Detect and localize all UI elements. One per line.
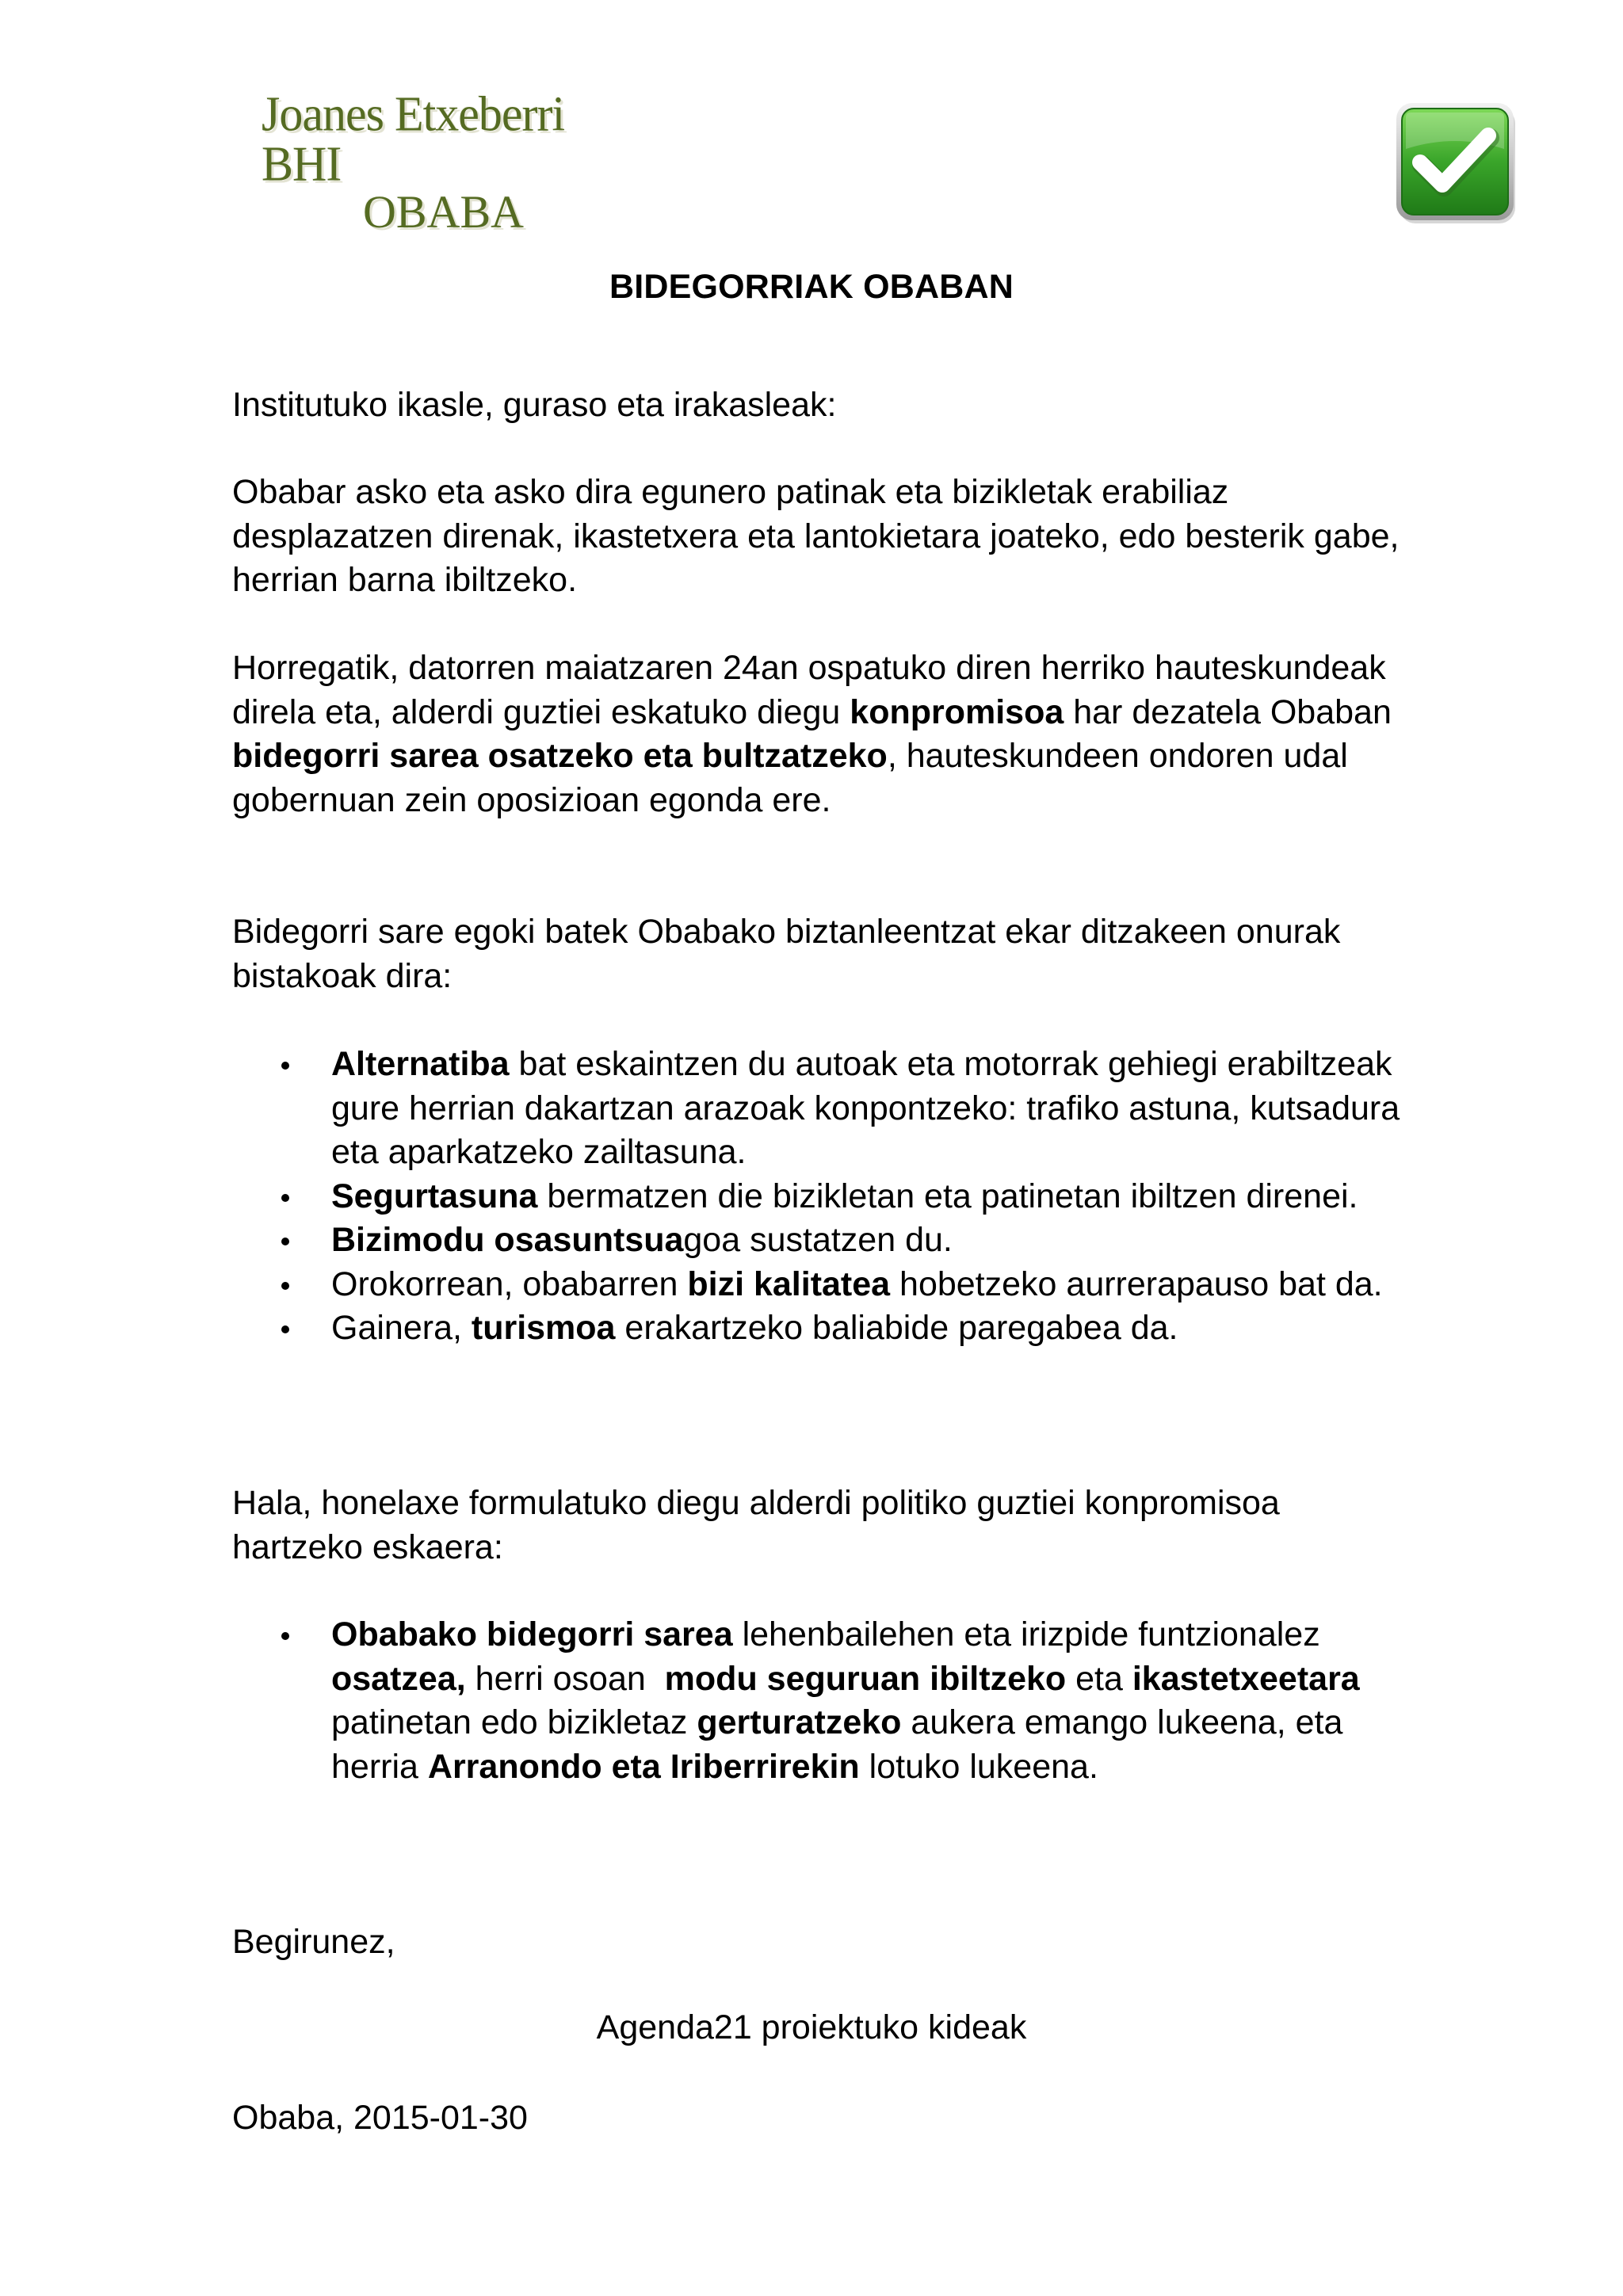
closing-text: Begirunez, xyxy=(232,1923,395,1961)
request-text-1: Horregatik, datorren maiatzaren 24an ospatuko diren herriko hauteskundeak direla eta, alderdi guztiei eskatuko diegu xyxy=(232,649,1386,731)
logo-line-school: Joanes Etxeberri BHI xyxy=(262,86,565,192)
greeting-text: Institutuko ikasle, guraso eta irakasleak: xyxy=(232,386,837,424)
request-bold-commitment: konpromisoa xyxy=(850,692,1064,731)
benefits-list xyxy=(232,1043,1405,1351)
benefit-text: hobetzeko aurrerapauso bat da. xyxy=(890,1264,1383,1303)
bullet-icon xyxy=(281,1062,289,1070)
benefit-prefix: Orokorrean, obabarren xyxy=(331,1264,688,1303)
benefit-keyword: turismoa xyxy=(471,1309,616,1347)
list-item xyxy=(232,1263,1405,1307)
bullet-icon xyxy=(281,1282,289,1290)
greeting xyxy=(232,383,1405,428)
benefit-keyword: Segurtasuna xyxy=(331,1177,538,1215)
intro-paragraph xyxy=(232,471,1405,603)
logo-line-town: OBABA xyxy=(363,186,525,238)
demand-text: lehenbailehen eta irizpide funtzionalez xyxy=(732,1615,1320,1653)
list-item xyxy=(232,1043,1405,1175)
list-item xyxy=(232,1613,1405,1789)
demand-bold: Arranondo eta Iriberrirekin xyxy=(427,1747,860,1786)
benefits-intro-text: Bidegorri sare egoki batek Obabako biztanleentzat ekar ditzakeen onurak bistakoak dira: xyxy=(232,913,1341,995)
request-text-2: har dezatela Obaban xyxy=(1064,692,1392,731)
request-bold-network: bidegorri sarea osatzeko eta bultzatzeko xyxy=(232,737,888,775)
list-item xyxy=(232,1175,1405,1219)
document-title: BIDEGORRIAK OBABAN xyxy=(609,268,1014,306)
bullet-icon xyxy=(281,1325,289,1333)
bullet-icon xyxy=(281,1194,289,1202)
signature: Agenda21 proiektuko kideak xyxy=(596,2008,1027,2046)
bullet-icon xyxy=(281,1632,289,1640)
demand-list xyxy=(232,1613,1405,1789)
demand-text: aukera emango lukeena, eta herria xyxy=(331,1703,1343,1786)
request-paragraph xyxy=(232,646,1405,822)
demand-text: eta xyxy=(1066,1659,1132,1698)
place-date-text: Obaba, 2015-01-30 xyxy=(232,2099,528,2137)
intro-paragraph-text: Obabar asko eta asko dira egunero patinak eta bizikletak erabiliaz desplazatzen direnak, ikastetxera eta lantokietara joateko, edo besterik gabe, herrian barna ibiltzeko. xyxy=(232,473,1400,599)
benefit-keyword: bizi kalitatea xyxy=(687,1264,891,1303)
request-paragraph-text xyxy=(232,646,1405,822)
closing xyxy=(232,1920,1405,1965)
benefit-text: bat eskaintzen du autoak eta motorrak gehiegi erabiltzeak gure herrian dakartzan arazoak konpontzeko: trafiko astuna, kutsadura eta aparkatzeko zailtasuna. xyxy=(331,1045,1400,1171)
request-text-3: , hauteskundeen ondoren udal gobernuan zein oposizioan egonda ere. xyxy=(232,737,1348,819)
benefit-keyword: Bizimodu osasuntsua xyxy=(331,1221,684,1259)
demand-intro xyxy=(232,1482,1405,1569)
bullet-icon xyxy=(281,1238,289,1245)
list-item xyxy=(232,1306,1405,1351)
demand-text: lotuko lukeena. xyxy=(859,1747,1098,1786)
benefit-text: bermatzen die bizikletan eta patinetan ibiltzen direnei. xyxy=(537,1177,1358,1215)
demand-text: patinetan edo bizikletaz xyxy=(331,1703,697,1741)
demand-bold: osatzea, xyxy=(331,1659,466,1698)
benefit-keyword: Alternatiba xyxy=(331,1045,510,1083)
school-logo xyxy=(262,86,634,238)
demand-text: herri osoan xyxy=(465,1659,665,1698)
benefit-text: goa sustatzen du. xyxy=(683,1221,953,1259)
benefit-text: erakartzeko baliabide paregabea da. xyxy=(615,1309,1178,1347)
benefits-intro xyxy=(232,910,1405,998)
demand-bold: gerturatzeko xyxy=(697,1703,902,1741)
demand-bold: Obabako bidegorri sarea xyxy=(331,1615,733,1653)
benefit-prefix: Gainera, xyxy=(331,1309,472,1347)
checkmark-icon xyxy=(1395,101,1518,225)
demand-bold: modu seguruan ibiltzeko xyxy=(664,1659,1067,1698)
demand-intro-text: Hala, honelaxe formulatuko diegu alderdi politiko guztiei konpromisoa hartzeko eskaera: xyxy=(232,1484,1280,1566)
place-date xyxy=(232,2096,1405,2141)
list-item xyxy=(232,1219,1405,1263)
demand-bold: ikastetxeetara xyxy=(1132,1659,1360,1698)
